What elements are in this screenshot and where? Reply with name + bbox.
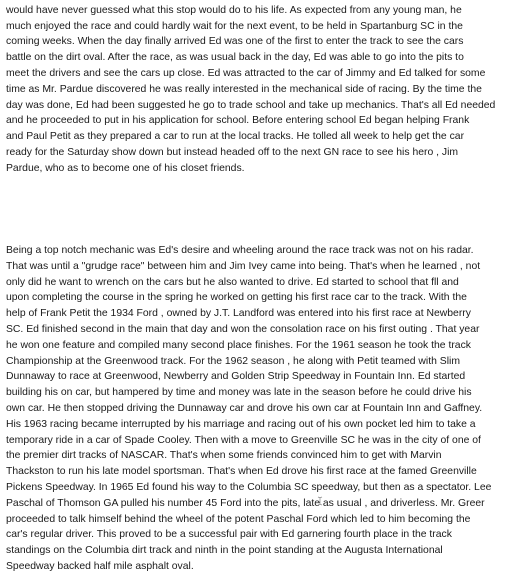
paragraph-2 xyxy=(6,243,506,575)
paragraph-1-line: would have never guessed what this stop would do to his life. As expected from any young man, he xyxy=(6,4,462,16)
paragraph-2-line: he won one feature and compiled many second place finishes. For the 1961 season he took the track xyxy=(6,339,471,351)
paragraph-1 xyxy=(6,0,506,177)
paragraph-2-line: Dunnaway to race at Greenwood, Newberry and Golden Strip Speedway in Fountain Inn. Ed started xyxy=(6,371,466,383)
paragraph-1-line: much enjoyed the race and could hardly wait for the next event, to be held in Spartanburg SC in the xyxy=(6,20,463,32)
paragraph-2-line: the premier dirt tracks of NASCAR. That's when some friends convinced him to get with Marvin xyxy=(6,450,442,462)
paragraph-2-line: own car. He then stopped driving the Dunnaway car and drove his own car at Fountain Inn and Gaffney. xyxy=(6,402,483,414)
paragraph-2-line: upon completing the course in the spring he worked on getting his first race car to the track. With the xyxy=(6,292,467,304)
paragraph-1-line: ready for the Saturday show down but instead headed off to the next GN race to see his hero , Jim xyxy=(6,146,459,158)
paragraph-2-line: Pickens Speedway. In 1965 Ed found his way to the Columbia SC speedway, but then as a spectator. Lee xyxy=(6,481,492,493)
paragraph-2-line: standings on the Columbia dirt track and ninth in the point standing at the Augusta International xyxy=(6,545,443,557)
paragraph-2-line: SC. Ed finished second in the main that day and won the consolation race on his first outing . That year xyxy=(6,323,480,335)
paragraph-1-line: and Paul Petit as they prepared a car to run at the local tracks. He tolled all week to help get the car xyxy=(6,131,465,143)
paragraph-2-line: car's regular driver. This proved to be a successful pair with Ed garnering fourth place in the track xyxy=(6,529,452,541)
paragraph-2-line: help of Frank Petit the 1934 Ford , owned by J.T. Landford was entered into his first race at Newberry xyxy=(6,308,471,320)
paragraph-1-line: battle on the dirt oval. After the race, as was usual back in the day, Ed was able to go into the pits to xyxy=(6,52,464,64)
paragraph-2-line: That was until a "grudge race" between him and Jim Ivey came into being. That's when he learned , not xyxy=(6,260,481,272)
paragraph-2-line: Speedway backed half mile asphalt oval. xyxy=(6,560,194,572)
paragraph-2-line: Paschal of Thomson GA pulled his number 45 Ford into the pits, late as usual , and driverless. Mr. Greer xyxy=(6,497,485,509)
paragraph-2-line: temporary ride in a car of Spade Cooley. Then with a move to Greenville SC he was in the city of one of xyxy=(6,434,481,446)
paragraph-1-line: Pardue, who as to become one of his closet friends. xyxy=(6,162,245,174)
paragraph-2-line: Championship at the Greenwood track. For the 1962 season , he along with Petit teamed with Slim xyxy=(6,355,460,367)
paragraph-2-line: building his on car, but hampered by time and money was late in the season before he could drive his xyxy=(6,387,472,399)
paragraph-2-line: Being a top notch mechanic was Ed's desire and wheeling around the race track was not on his radar. xyxy=(6,245,474,256)
paragraph-2-line: Thackston to run his late model sportsman. That's when Ed drove his first race at the famed Greenville xyxy=(6,466,477,478)
paragraph-1-line: and he proceeded to put in his application for school. Before entering school Ed began helping Frank xyxy=(6,115,470,127)
paragraph-1-line: day was done, Ed had been suggested he go to trade school and take up mechanics. That's all Ed needed xyxy=(6,99,496,111)
paragraph-1-line: coming weeks. When the day finally arrived Ed was one of the first to enter the track to see the cars xyxy=(6,36,464,48)
text-cursor-icon xyxy=(317,496,323,506)
paragraph-1-line: meet the drivers and see the cars up close. Ed was attracted to the car of Jimmy and Ed talked for some xyxy=(6,67,486,79)
paragraph-2-line: only did he want to wrench on the cars but he also wanted to drive. Ed started to school that fll and xyxy=(6,276,459,288)
paragraph-1-line: time as Mr. Pardue discovered he was really interested in the mechanical side of racing. By the time the xyxy=(6,83,482,95)
paragraph-2-line: His 1963 racing became interrupted by his marriage and racing out of his own pocket led him to take a xyxy=(6,418,476,430)
paragraph-2-line: proceeded to talk himself behind the wheel of the potent Paschal Ford which led to him becoming the xyxy=(6,513,471,525)
